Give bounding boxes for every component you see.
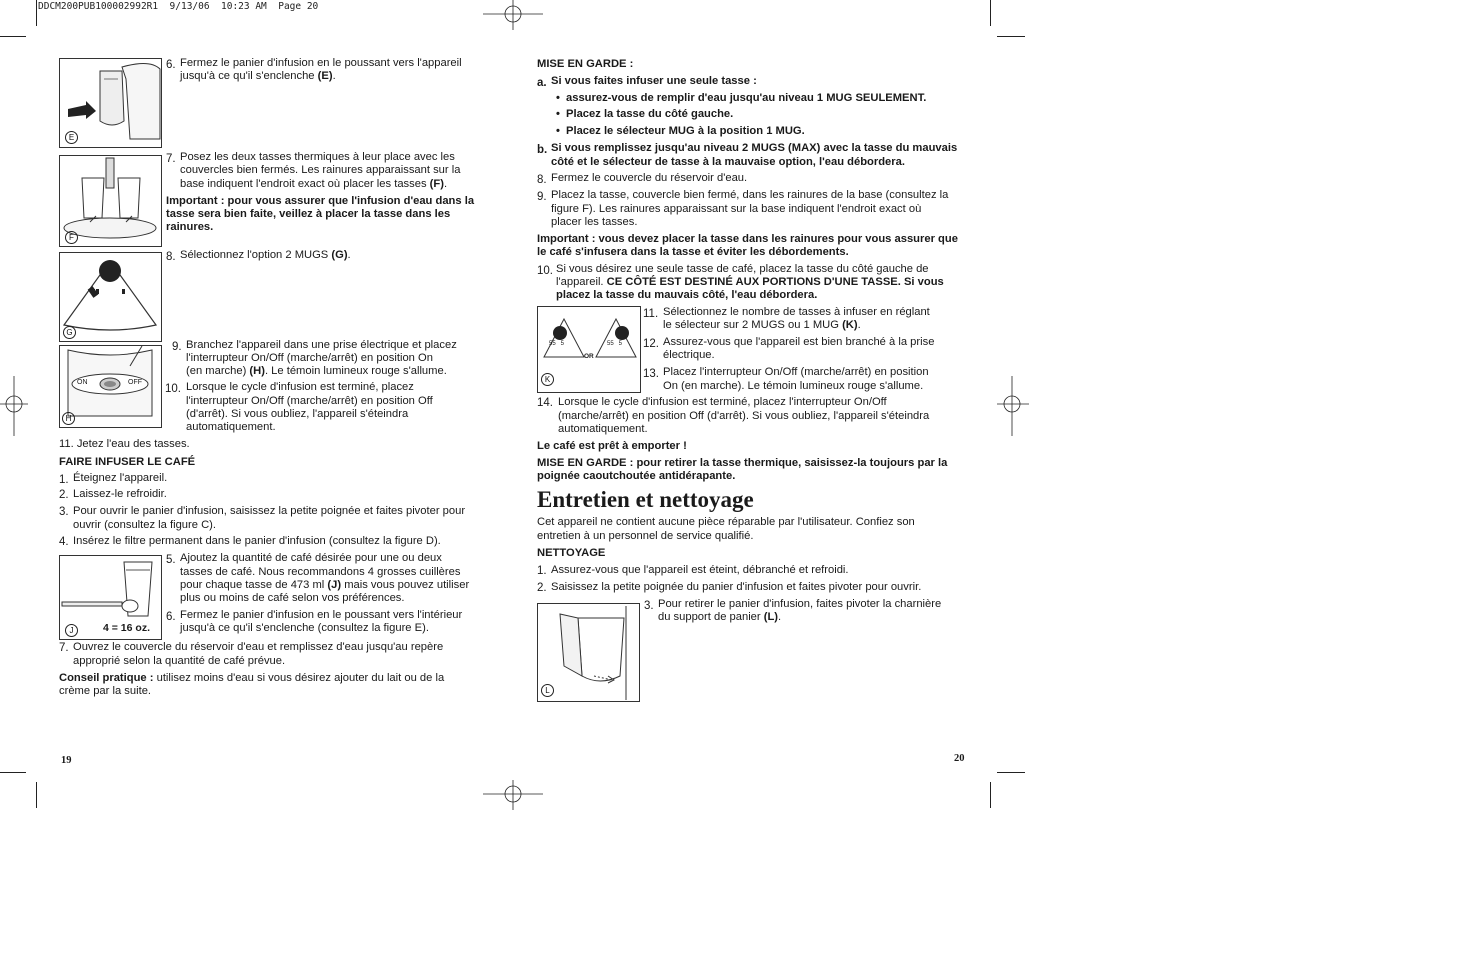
step-text: l'interrupteur On/Off (marche/arrêt) en position Off <box>186 395 433 407</box>
step-text: 11. Jetez l'eau des tasses. <box>59 438 190 450</box>
registration-mark <box>483 780 543 810</box>
tip-text: Conseil pratique : utilisez moins d'eau si vous désirez ajouter du lait ou de la <box>59 672 445 684</box>
on-off-switch-illustration <box>60 346 161 427</box>
crop-mark <box>36 782 37 808</box>
crop-mark <box>997 36 1025 37</box>
crop-mark <box>990 782 991 808</box>
step-text: figure F). Les rainures apparaissant sur la base indiquent l'endroit exact où <box>551 203 922 215</box>
selector-left-label: 55 5 <box>549 341 565 347</box>
figure-k <box>537 306 641 393</box>
step-number: 5. <box>166 554 176 566</box>
bullet-item: • assurez-vous de remplir d'eau jusqu'au niveau 1 MUG SEULEMENT. <box>566 92 926 105</box>
step-text: Insérez le filtre permanent dans le panier d'infusion (consultez la figure D). <box>73 535 441 547</box>
step-text: Placez l'interrupteur On/Off (marche/arrêt) en position <box>663 366 929 378</box>
step-text: Lorsque le cycle d'infusion est terminé, placez l'interrupteur On/Off <box>558 396 887 408</box>
caution-text: Si vous remplissez jusqu'au niveau 2 MUGS (MAX) avec la tasse du mauvais <box>551 142 958 154</box>
step-text: (en marche) (H). Le témoin lumineux rouge s'allume. <box>186 365 447 377</box>
step-number: 1. <box>537 565 547 577</box>
step-number: 2. <box>537 582 547 594</box>
tip-text: crème par la suite. <box>59 685 152 697</box>
step-number: 7. <box>59 642 69 654</box>
step-number: 3. <box>59 506 69 518</box>
figure-j <box>59 555 162 640</box>
step-text: Fermez le panier d'infusion en le poussant vers l'intérieur <box>180 609 463 621</box>
selector-right-label: 55 5 <box>607 341 623 347</box>
step-number: 6. <box>166 611 176 623</box>
figure-f <box>59 155 162 247</box>
figure-e <box>59 58 162 148</box>
caution-note: poignée caoutchoutée antidérapante. <box>537 470 736 482</box>
figure-label-f: F <box>65 231 78 244</box>
step-number: 13. <box>643 368 659 380</box>
scoop-caption: 4 = 16 oz. <box>103 622 150 634</box>
step-text: du support de panier (L). <box>658 611 782 623</box>
step-text: l'interrupteur On/Off (marche/arrêt) en position On <box>186 352 433 364</box>
step-text: Posez les deux tasses thermiques à leur place avec les <box>180 151 455 163</box>
step-text: jusqu'à ce qu'il s'enclenche (consultez la figure E). <box>180 622 429 634</box>
important-note: le café s'infusera dans la tasse et éviter les débordements. <box>537 246 849 258</box>
crop-mark <box>0 772 26 773</box>
figure-label-l: L <box>541 684 554 697</box>
caution-heading: MISE EN GARDE : <box>537 58 634 70</box>
step-text: Ouvrez le couvercle du réservoir d'eau et remplissez d'eau jusqu'au repère <box>73 641 444 653</box>
bullet-item: • Placez le sélecteur MUG à la position 1 MUG. <box>566 125 805 138</box>
step-text: Fermez le couvercle du réservoir d'eau. <box>551 172 748 184</box>
step-text: Fermez le panier d'infusion en le poussant vers l'appareil <box>180 57 462 69</box>
figure-label-e: E <box>65 131 78 144</box>
caution-text: côté et le sélecteur de tasse à la mauvaise option, l'eau débordera. <box>551 156 905 168</box>
section-heading: FAIRE INFUSER LE CAFÉ <box>59 456 196 468</box>
step-text: Placez la tasse, couvercle bien fermé, dans les rainures de la base (consultez la <box>551 189 949 201</box>
step-text: (d'arrêt). Si vous oubliez, l'appareil s'éteindra <box>186 408 409 420</box>
step-text: Saisissez la petite poignée du panier d'infusion et faites pivoter pour ouvrir. <box>551 581 922 593</box>
step-number: 7. <box>166 153 176 165</box>
step-text: plus ou moins de café selon vos préférences. <box>180 592 405 604</box>
important-note: tasse sera bien faite, veillez à placer la tasse dans les <box>166 208 451 220</box>
step-text: Lorsque le cycle d'infusion est terminé, placez <box>186 381 414 393</box>
mug-selector-illustration <box>60 253 161 341</box>
step-text: Si vous désirez une seule tasse de café, placez la tasse du côté gauche de <box>556 263 929 275</box>
step-text: placez la tasse du mauvais côté, l'eau débordera. <box>556 289 818 301</box>
step-text: automatiquement. <box>186 421 276 433</box>
caution-note: MISE EN GARDE : pour retirer la tasse thermique, saisissez-la toujours par la <box>537 457 948 469</box>
step-number: 11. <box>643 308 659 320</box>
important-note: Important : vous devez placer la tasse dans les rainures pour vous assurer que <box>537 233 958 245</box>
registration-mark <box>483 0 543 30</box>
step-text: jusqu'à ce qu'il s'enclenche (E). <box>180 70 336 82</box>
caution-text: Si vous faites infuser une seule tasse : <box>551 75 757 87</box>
step-text: Branchez l'appareil dans une prise électrique et placez <box>186 339 457 351</box>
step-number: 10. <box>165 383 181 395</box>
figure-label-h: H <box>62 412 75 425</box>
step-text: pour chaque tasse de 473 ml (J) mais vous pouvez utiliser <box>180 579 470 591</box>
switch-on-label: ON <box>77 379 88 386</box>
registration-mark <box>0 376 28 436</box>
step-number: 3. <box>644 600 654 612</box>
crop-mark <box>997 772 1025 773</box>
crop-mark <box>0 36 26 37</box>
step-number: 10. <box>537 265 553 277</box>
step-text: placer les tasses. <box>551 216 638 228</box>
step-text: Sélectionnez l'option 2 MUGS (G). <box>180 249 351 261</box>
cleaning-heading: NETTOYAGE <box>537 547 606 559</box>
step-text: Éteignez l'appareil. <box>73 472 168 484</box>
step-number: 8. <box>537 174 547 186</box>
switch-off-label: OFF <box>128 379 142 386</box>
or-label: OR <box>584 353 594 360</box>
section-title: Entretien et nettoyage <box>537 487 754 512</box>
figure-g <box>59 252 162 342</box>
step-text: ouvrir (consultez la figure C). <box>73 519 217 531</box>
list-letter: a. <box>537 77 547 89</box>
registration-mark <box>997 376 1029 436</box>
figure-l <box>537 603 640 702</box>
step-text: Pour retirer le panier d'infusion, faites pivoter la charnière <box>658 598 942 610</box>
step-text: électrique. <box>663 349 715 361</box>
page-number: 20 <box>954 753 965 764</box>
step-text: le sélecteur sur 2 MUGS ou 1 MUG (K). <box>663 319 861 331</box>
step-number: 2. <box>59 489 69 501</box>
step-text: Assurez-vous que l'appareil est bien branché à la prise <box>663 336 935 348</box>
important-note: rainures. <box>166 221 214 233</box>
figure-label-j: J <box>65 624 78 637</box>
bullet-item: • Placez la tasse du côté gauche. <box>566 108 733 121</box>
step-text: On (en marche). Le témoin lumineux rouge s'allume. <box>663 380 924 392</box>
step-number: 4. <box>59 536 69 548</box>
crop-mark <box>36 0 37 26</box>
step-number: 1. <box>59 474 69 486</box>
step-text: Sélectionnez le nombre de tasses à infuser en réglant <box>663 306 930 318</box>
page-number: 19 <box>61 755 72 766</box>
intro-text: entretien à un personnel de service qualifié. <box>537 530 754 542</box>
crop-mark <box>990 0 991 26</box>
step-text: couvercles bien fermés. Les rainures apparaissant sur la <box>180 164 461 176</box>
figure-h <box>59 345 162 428</box>
printer-slug: DDCM200PUB100002992R1 9/13/06 10:23 AM Page 20 <box>38 1 319 12</box>
intro-text: Cet appareil ne contient aucune pièce réparable par l'utilisateur. Confiez son <box>537 516 915 528</box>
step-text: Assurez-vous que l'appareil est éteint, débranché et refroidi. <box>551 564 849 576</box>
step-text: Ajoutez la quantité de café désirée pour une ou deux <box>180 552 442 564</box>
list-letter: b. <box>537 144 548 156</box>
step-number: 6. <box>166 59 176 71</box>
step-number: 14. <box>537 397 553 409</box>
step-text: Pour ouvrir le panier d'infusion, saisissez la petite poignée et faites pivoter pour <box>73 505 466 517</box>
figure-label-g: G <box>63 326 76 339</box>
step-number: 8. <box>166 251 176 263</box>
step-text: Laissez-le refroidir. <box>73 488 167 500</box>
step-text: l'appareil. CE CÔTÉ EST DESTINÉ AUX PORTIONS D'UNE TASSE. Si vous <box>556 276 944 288</box>
step-number: 9. <box>537 191 547 203</box>
step-text: automatiquement. <box>558 423 648 435</box>
figure-label-k: K <box>541 373 554 386</box>
step-text: (marche/arrêt) en position Off (d'arrêt). Si vous oubliez, l'appareil s'éteindra <box>558 410 930 422</box>
step-text: approprié selon la quantité de café prévue. <box>73 655 286 667</box>
step-text: base indiquent l'endroit exact où placer les tasses (F). <box>180 178 448 190</box>
important-note: Important : pour vous assurer que l'infusion d'eau dans la <box>166 195 475 207</box>
ready-note: Le café est prêt à emporter ! <box>537 440 687 452</box>
step-number: 9. <box>172 341 182 353</box>
step-number: 12. <box>643 338 659 350</box>
step-text: tasses de café. Nous recommandons 4 grosses cuillères <box>180 566 461 578</box>
